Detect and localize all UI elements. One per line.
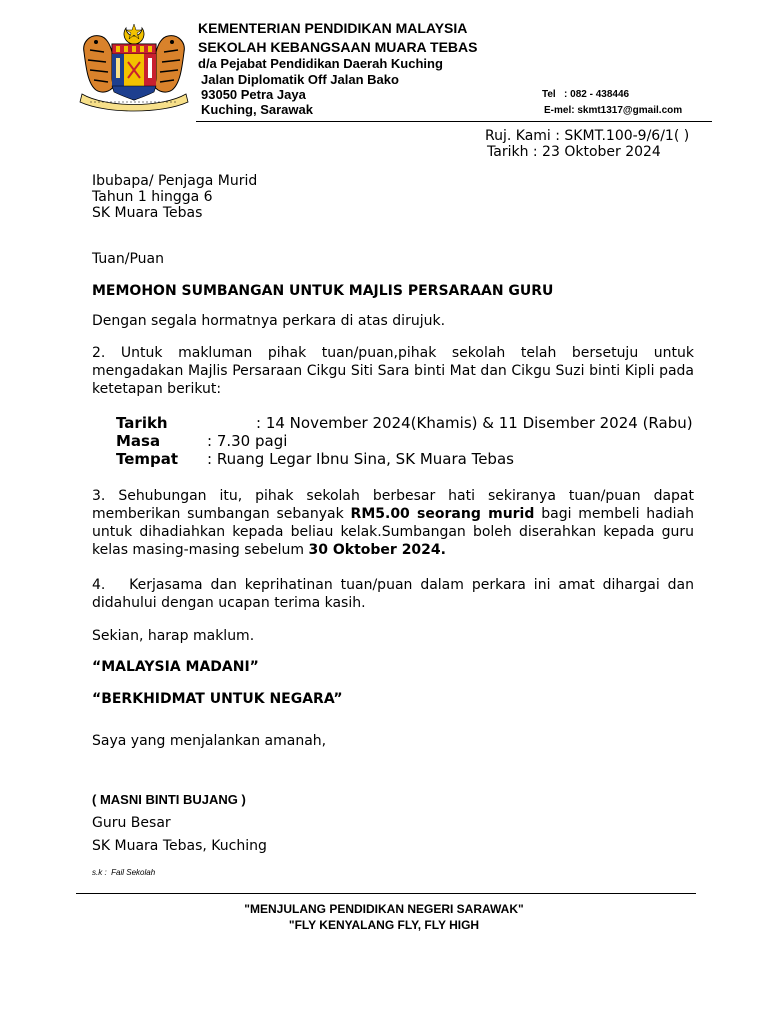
recipient-line-2: Tahun 1 hingga 6 <box>92 189 213 205</box>
detail-time-value: : 7.30 pagi <box>207 432 288 450</box>
detail-date-value: : 14 November 2024(Khamis) & 11 Disember 2024 (Rabu) <box>256 414 693 432</box>
paragraph-3 <box>92 487 694 559</box>
coat-of-arms-emblem <box>76 22 192 112</box>
ministry-name: KEMENTERIAN PENDIDIKAN MALAYSIA <box>198 20 468 36</box>
contribution-amount: RM5.00 seorang murid <box>350 506 535 522</box>
footer-motto-2: "FLY KENYALANG FLY, FLY HIGH <box>288 918 480 932</box>
reference-number: Ruj. Kami : SKMT.100-9/6/1( ) <box>485 128 690 144</box>
copy-to-note: s.k : Fail Sekolah <box>92 868 156 877</box>
slogan-berkhidmat: “BERKHIDMAT UNTUK NEGARA” <box>92 691 343 707</box>
email-address: E-mel: skmt1317@gmail.com <box>544 105 683 116</box>
paragraph-1: Dengan segala hormatnya perkara di atas dirujuk. <box>92 313 446 329</box>
detail-time-label: Masa <box>116 432 161 450</box>
recipient-line-1: Ibubapa/ Penjaga Murid <box>92 173 258 189</box>
school-name: SEKOLAH KEBANGSAAN MUARA TEBAS <box>198 39 478 55</box>
header-divider <box>196 121 712 122</box>
paragraph-4: 4. Kerjasama dan keprihatinan tuan/puan dalam perkara ini amat dihargai dan didahului dengan ucapan terima kasih. <box>92 577 699 611</box>
detail-venue-label: Tempat <box>116 450 179 468</box>
recipient-line-3: SK Muara Tebas <box>92 205 203 221</box>
footer-motto-1: "MENJULANG PENDIDIKAN NEGERI SARAWAK" <box>244 902 524 916</box>
contribution-deadline: 30 Oktober 2024. <box>308 542 446 558</box>
closing-line: Sekian, harap maklum. <box>92 628 255 644</box>
trust-line: Saya yang menjalankan amanah, <box>92 733 327 749</box>
slogan-malaysia-madani: “MALAYSIA MADANI” <box>92 659 259 675</box>
detail-date-label: Tarikh <box>116 414 168 432</box>
paragraph-3-part-2: bagi membeli hadiah untuk dihadiahkan kepada beliau kelak.Sumbangan boleh diserahkan kepada guru kelas masing-masing sebelum <box>92 506 694 558</box>
signatory-name: ( MASNI BINTI BUJANG ) <box>92 792 246 807</box>
signatory-title: Guru Besar <box>92 815 171 831</box>
address-street: Jalan Diplomatik Off Jalan Bako <box>201 72 399 87</box>
address-postcode: 93050 Petra Jaya <box>201 87 306 102</box>
salutation: Tuan/Puan <box>92 251 164 267</box>
footer-divider <box>76 893 696 894</box>
paragraph-2: 2. Untuk makluman pihak tuan/puan,pihak sekolah telah bersetuju untuk mengadakan Majlis Persaraan Cikgu Siti Sara binti Mat dan Cikgu Suzi binti Kipli pada ketetapan berikut: <box>92 345 694 397</box>
detail-venue-value: : Ruang Legar Ibnu Sina, SK Muara Tebas <box>207 450 514 468</box>
letter-date: Tarikh : 23 Oktober 2024 <box>487 144 661 160</box>
address-care-of: d/a Pejabat Pendidikan Daerah Kuching <box>198 56 443 71</box>
telephone-number: Tel : 082 - 438446 <box>542 89 630 100</box>
address-city: Kuching, Sarawak <box>201 102 313 117</box>
letter-subject: MEMOHON SUMBANGAN UNTUK MAJLIS PERSARAAN GURU <box>92 283 554 299</box>
signatory-school: SK Muara Tebas, Kuching <box>92 838 267 854</box>
paragraph-3-part-1: 3. Sehubungan itu, pihak sekolah berbesar hati sekiranya tuan/puan dapat memberikan sumbangan sebanyak <box>92 488 694 522</box>
